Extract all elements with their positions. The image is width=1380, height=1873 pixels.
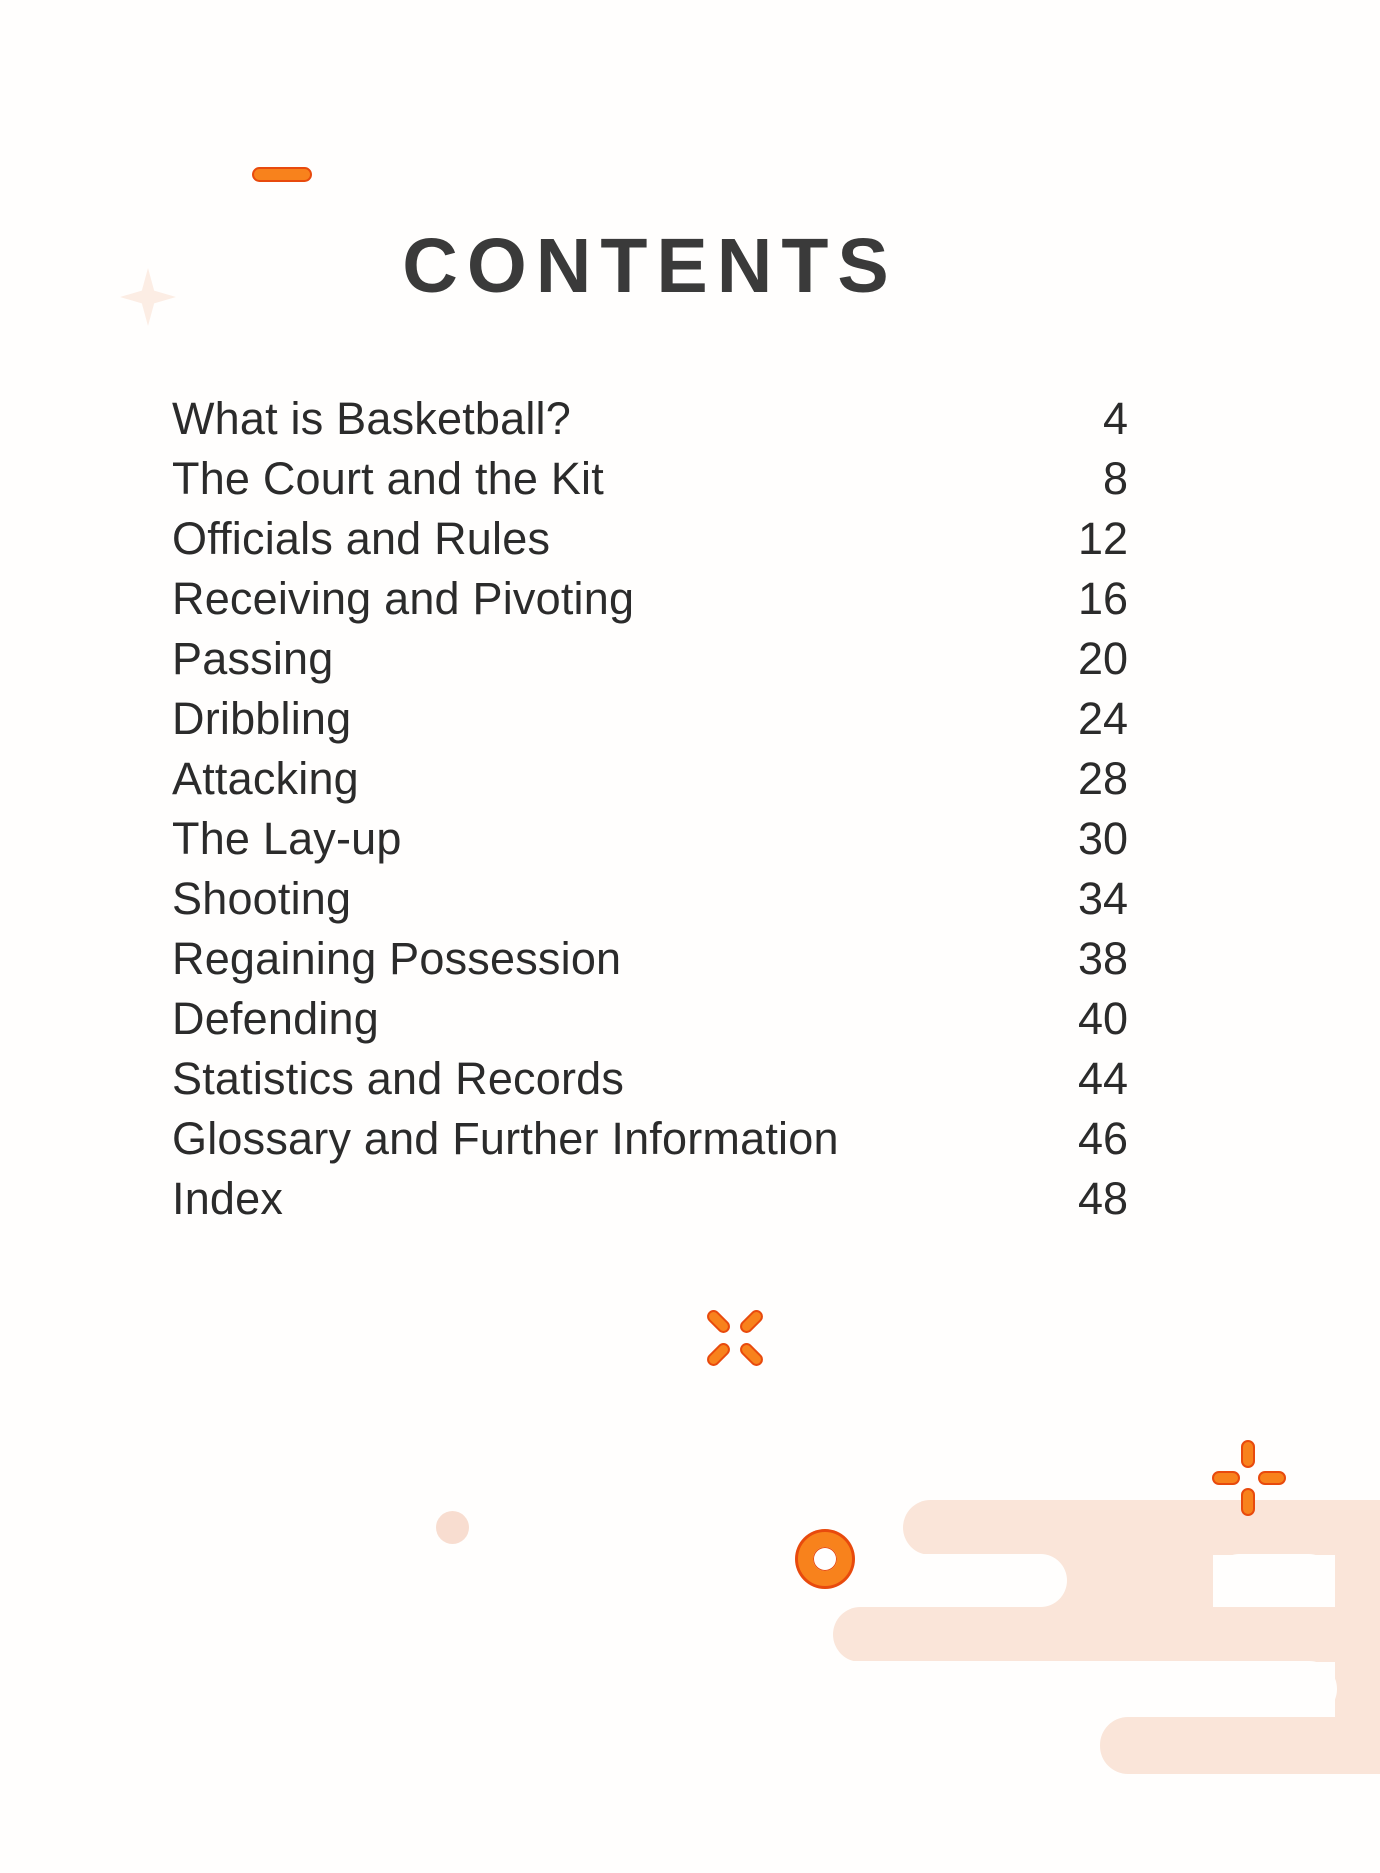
toc-entry-page: 20 <box>1077 633 1128 684</box>
cloud-notch <box>1213 1554 1335 1607</box>
toc-entry-page: 24 <box>1077 693 1128 744</box>
toc-entry-page: 4 <box>1102 393 1128 444</box>
cloud-notch <box>845 1554 1067 1607</box>
toc-entry-label: Regaining Possession <box>172 933 622 984</box>
toc-row <box>172 1169 1128 1229</box>
toc-entry-label: Passing <box>172 633 334 684</box>
toc-row <box>172 929 1128 989</box>
toc-row <box>172 749 1128 809</box>
x-mark-icon <box>705 1307 765 1369</box>
toc-entry-label: The Court and the Kit <box>172 453 604 504</box>
toc-entry-label: What is Basketball? <box>172 393 571 444</box>
toc-entry-label: Officials and Rules <box>172 513 551 564</box>
toc-entry-page: 46 <box>1077 1113 1128 1164</box>
toc-entry-page: 44 <box>1077 1053 1128 1104</box>
toc-row <box>172 869 1128 929</box>
cloud-bar <box>1100 1717 1380 1774</box>
toc-entry-label: Defending <box>172 993 379 1044</box>
cloud-bar <box>833 1607 1380 1662</box>
toc-entry-label: The Lay-up <box>172 813 402 864</box>
toc-entry-page: 28 <box>1077 753 1128 804</box>
sparkle-icon <box>120 268 176 326</box>
toc-entry-page: 48 <box>1077 1173 1128 1224</box>
toc-row <box>172 629 1128 689</box>
toc-row <box>172 569 1128 629</box>
toc-row <box>172 1049 1128 1109</box>
ring-icon <box>798 1532 852 1586</box>
toc-entry-page: 34 <box>1077 873 1128 924</box>
table-of-contents <box>172 389 1128 1229</box>
toc-entry-label: Glossary and Further Information <box>172 1113 839 1164</box>
toc-entry-page: 8 <box>1102 453 1128 504</box>
toc-entry-page: 30 <box>1077 813 1128 864</box>
toc-row <box>172 509 1128 569</box>
plus-icon <box>1212 1440 1286 1516</box>
toc-entry-label: Receiving and Pivoting <box>172 573 635 624</box>
toc-entry-label: Attacking <box>172 753 359 804</box>
page-title: CONTENTS <box>402 223 898 309</box>
dot-icon <box>436 1511 469 1544</box>
cloud-notch <box>845 1661 1337 1717</box>
toc-entry-page: 16 <box>1077 573 1128 624</box>
dash-icon <box>252 167 312 182</box>
toc-entry-label: Dribbling <box>172 693 352 744</box>
toc-entry-page: 40 <box>1077 993 1128 1044</box>
toc-row <box>172 449 1128 509</box>
toc-entry-label: Index <box>172 1173 284 1224</box>
toc-entry-page: 38 <box>1077 933 1128 984</box>
toc-row <box>172 389 1128 449</box>
toc-row <box>172 689 1128 749</box>
toc-row <box>172 809 1128 869</box>
toc-entry-label: Shooting <box>172 873 352 924</box>
toc-entry-label: Statistics and Records <box>172 1053 625 1104</box>
toc-entry-page: 12 <box>1077 513 1128 564</box>
toc-row <box>172 989 1128 1049</box>
toc-row <box>172 1109 1128 1169</box>
